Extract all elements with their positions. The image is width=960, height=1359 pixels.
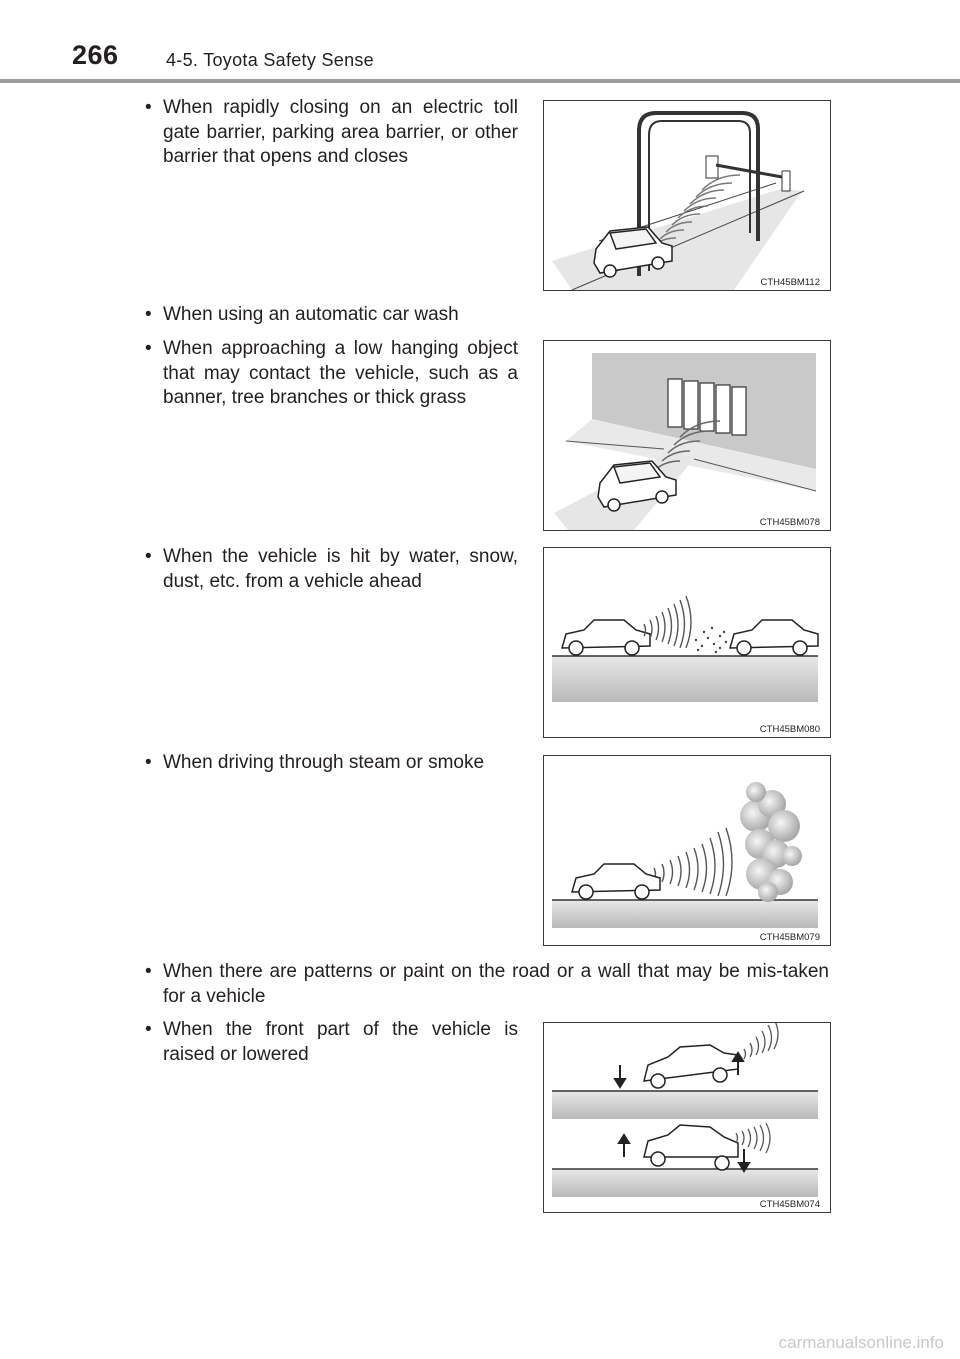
vehicle-raised-lowered-illustration — [543, 1022, 831, 1213]
list-item — [145, 545, 518, 594]
list-item-text: When the vehicle is hit by water, snow, dust, etc. from a vehicle ahead — [163, 546, 518, 592]
section-title: 4-5. Toyota Safety Sense — [166, 50, 374, 70]
list-item — [145, 751, 518, 776]
bullet-icon: • — [145, 1019, 152, 1040]
vehicle-raised-lowered-icon — [544, 1023, 830, 1212]
list-item-text: When using an automatic car wash — [163, 304, 459, 325]
steam-smoke-icon — [544, 756, 830, 945]
figure-id: CTH45BM074 — [759, 1199, 820, 1210]
figure-id: CTH45BM078 — [759, 517, 820, 528]
water-snow-dust-spray-icon — [544, 548, 830, 737]
figure-id: CTH45BM112 — [760, 277, 820, 288]
bullet-icon: • — [145, 304, 152, 325]
bullet-icon: • — [145, 752, 152, 773]
figure-id: CTH45BM079 — [759, 932, 820, 943]
bullet-icon: • — [145, 546, 152, 567]
list-item — [145, 96, 518, 170]
low-hanging-object-illustration — [543, 340, 831, 531]
list-item-text: When the front part of the vehicle is raised or lowered — [163, 1019, 518, 1065]
list-item-text: When driving through steam or smoke — [163, 752, 485, 773]
list-item-text: When rapidly closing on an electric toll gate barrier, parking area barrier, or other barrier that opens and closes — [163, 97, 518, 167]
toll-gate-barrier-icon — [544, 101, 830, 290]
page-number: 266 — [72, 40, 119, 70]
watermark-link[interactable]: carmanualsonline.info — [778, 1333, 944, 1352]
page-header — [0, 0, 960, 84]
list-item — [145, 1018, 518, 1067]
bullet-icon: • — [145, 97, 152, 118]
low-hanging-object-icon — [544, 341, 830, 530]
steam-smoke-illustration — [543, 755, 831, 946]
list-item — [145, 337, 518, 411]
bullet-icon: • — [145, 961, 152, 982]
list-item-text: When there are patterns or paint on the road or a wall that may be mis-taken for a vehicle — [163, 961, 829, 1007]
list-item — [145, 960, 829, 1009]
figure-id: CTH45BM080 — [759, 724, 820, 735]
header-divider — [0, 79, 960, 83]
toll-gate-barrier-illustration — [543, 100, 831, 291]
list-item-text: When approaching a low hanging object that may contact the vehicle, such as a banner, tree branches or thick grass — [163, 338, 518, 408]
bullet-icon: • — [145, 338, 152, 359]
list-item — [145, 303, 523, 328]
water-snow-dust-spray-illustration — [543, 547, 831, 738]
